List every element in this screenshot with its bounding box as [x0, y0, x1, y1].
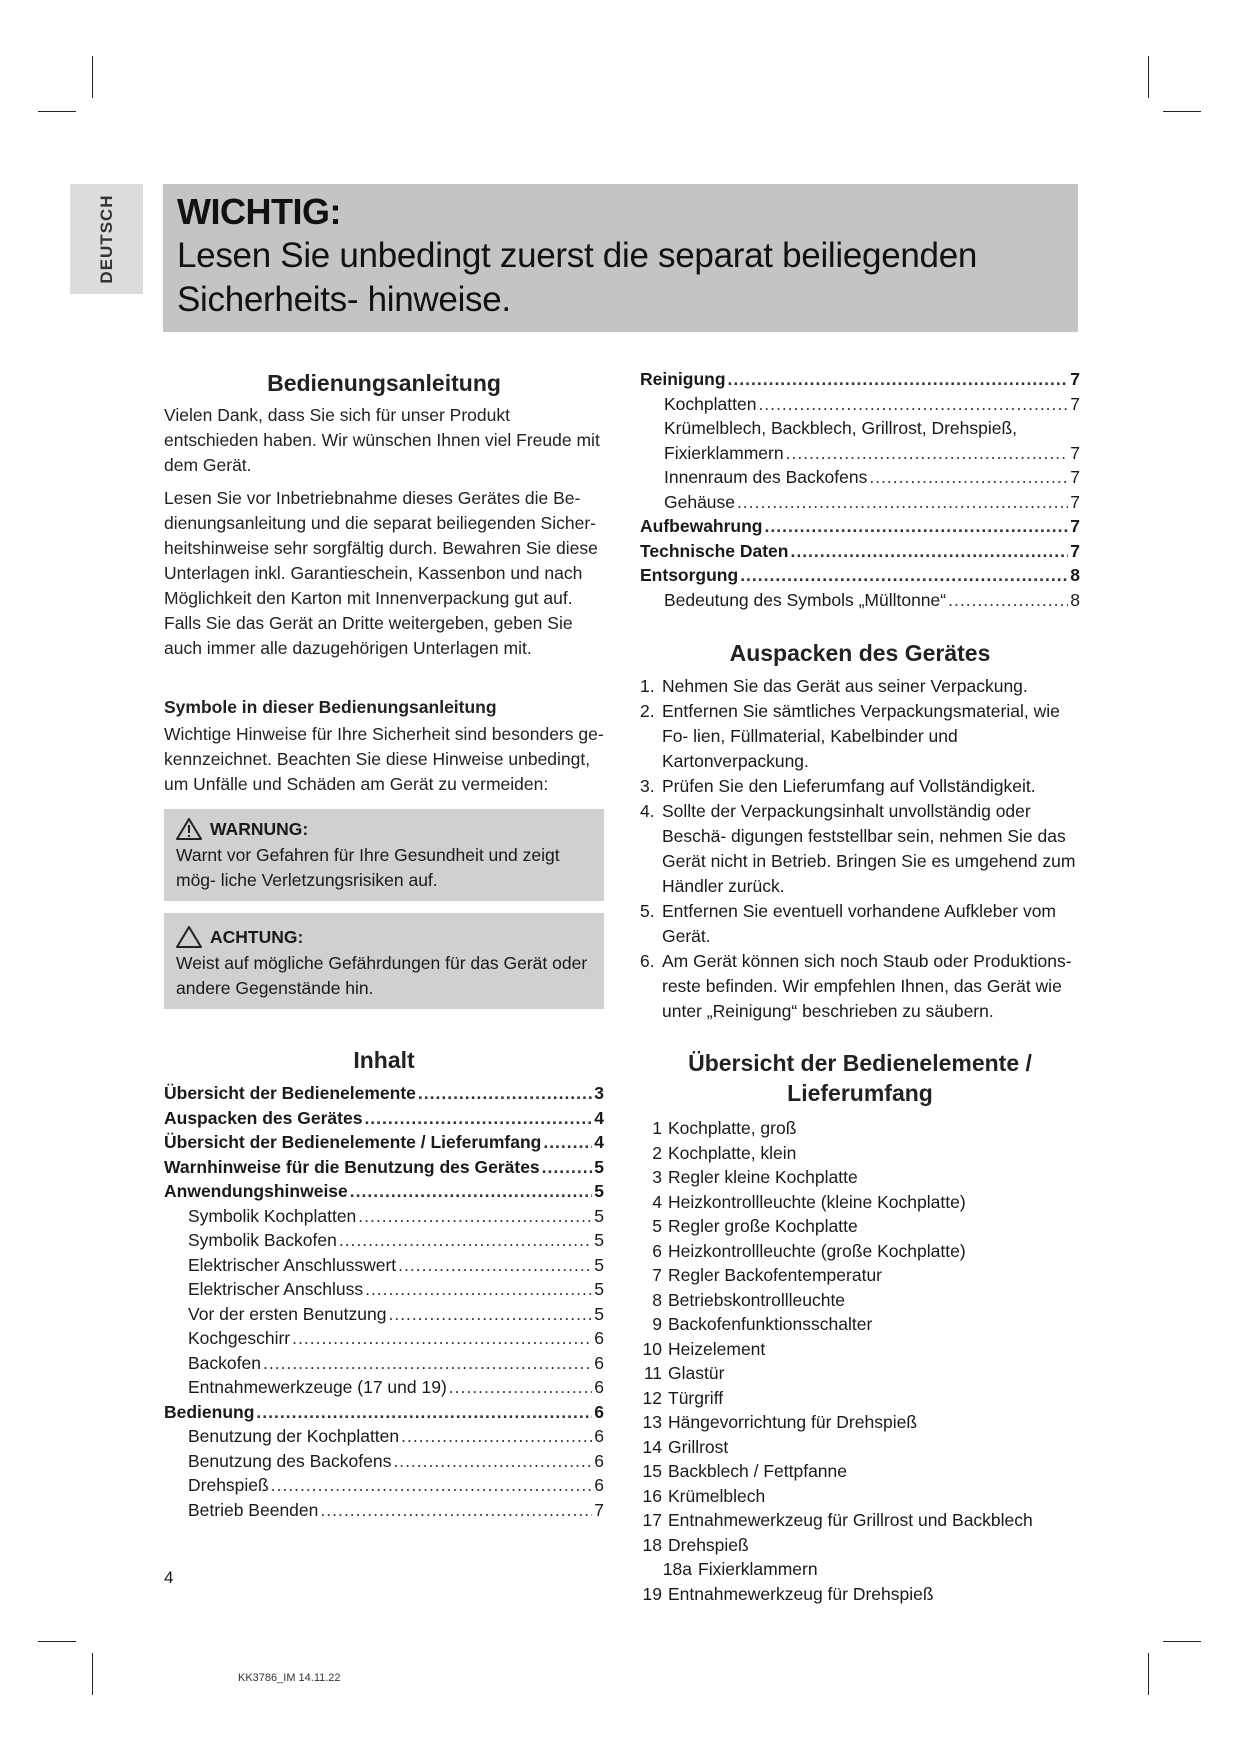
list-item: [640, 1386, 1080, 1411]
part-name: Hängevorrichtung für Drehspieß: [668, 1412, 918, 1432]
toc-entry: [164, 1204, 604, 1229]
toc-entry: [640, 392, 1080, 417]
toc-entry-title: Symbolik Kochplatten: [188, 1205, 357, 1226]
toc-entry-title: Aufbewahrung: [640, 516, 763, 536]
step-number: 4.: [640, 801, 655, 821]
toc-entry-page: 4: [594, 1132, 604, 1152]
list-item: [640, 1361, 1080, 1386]
toc-leader-dots: [398, 1253, 592, 1278]
list-item: [640, 1312, 1080, 1337]
toc-entry: [640, 367, 1080, 392]
toc-entry-title: Gehäuse: [664, 491, 736, 512]
part-name: Backofenfunktionsschalter: [668, 1314, 873, 1334]
part-number: 4: [652, 1191, 662, 1212]
part-name: Betriebskontrollleuchte: [668, 1289, 846, 1310]
part-number: 12: [642, 1387, 662, 1408]
toc-entry-page: 5: [594, 1230, 604, 1250]
step-number: 2.: [640, 701, 655, 721]
banner-text: Lesen Sie unbedingt zuerst die separat beiliegenden Sicherheits- hinweise.: [177, 236, 978, 319]
toc-entry-page: 6: [594, 1352, 604, 1373]
toc-entry: [164, 1179, 604, 1204]
list-item: [640, 1582, 1080, 1607]
toc-entry: [640, 465, 1080, 490]
footer-code: KK3786_IM 14.11.22: [238, 1672, 341, 1684]
toc-entry-page: 3: [594, 1083, 604, 1103]
warning-triangle-icon: [176, 818, 202, 840]
toc-leader-dots: [948, 588, 1068, 613]
toc-entry-title: Kochgeschirr: [188, 1328, 291, 1348]
toc-entry-page: 8: [1070, 565, 1080, 585]
toc-entry-page: 6: [594, 1426, 604, 1446]
warning-text: Warnt vor Gefahren für Ihre Gesundheit und zeigt mög- liche Verletzungsrisiken auf.: [176, 845, 560, 890]
part-name: Drehspieß: [668, 1534, 749, 1555]
list-item: [640, 1239, 1080, 1264]
toc-entry-title: Symbolik Backofen: [188, 1230, 337, 1250]
step-number: 3.: [640, 776, 655, 796]
toc-entry: [640, 539, 1080, 564]
crop-mark: [1148, 1653, 1149, 1695]
part-name: Türgriff: [668, 1387, 724, 1408]
contents-heading: Inhalt: [353, 1047, 415, 1073]
manual-paragraph-2: Lesen Sie vor Inbetriebnahme dieses Gerätes die Be- dienungsanleitung und die separat beiliegenden Sicher- heitshinweise sehr sorgfältig durch. Bewahren Sie diese Unterlagen inkl. Garantieschein, Kassenbon und nach Möglichkeit den Karton mit Innenverpackung gut auf. Falls Sie das Gerät an Dritte weitergeben, geben Sie auch immer alle dazugehörigen Unterlagen mit.: [164, 488, 598, 658]
part-number: 14: [642, 1436, 662, 1457]
toc-entry-title: Entsorgung: [640, 565, 739, 585]
part-name: Heizkontrollleuchte (große Kochplatte): [668, 1240, 966, 1261]
toc-entry-page: 7: [1070, 540, 1080, 561]
crop-mark: [38, 1641, 76, 1642]
toc-leader-dots: [256, 1400, 592, 1425]
crop-mark: [38, 111, 76, 112]
toc-leader-dots: [393, 1449, 592, 1474]
toc-entry-title: Drehspieß: [188, 1475, 269, 1495]
manual-heading: Bedienungsanleitung: [267, 370, 501, 396]
toc-entry-page: 8: [1070, 589, 1080, 610]
toc-entry-title: Übersicht der Bedienelemente: [164, 1083, 416, 1103]
list-item: [640, 1337, 1080, 1362]
toc-entry-title: Bedienung: [164, 1401, 255, 1422]
toc-leader-dots: [401, 1424, 592, 1449]
toc-entry: [164, 1302, 604, 1327]
toc-entry: [640, 416, 1080, 441]
toc-leader-dots: [449, 1375, 592, 1400]
toc-entry-title: Betrieb Beenden: [188, 1499, 319, 1520]
toc-entry: [640, 563, 1080, 588]
toc-entry: [164, 1081, 604, 1106]
caution-triangle-icon: [176, 926, 202, 948]
toc-entry: [164, 1351, 604, 1376]
step-number: 5.: [640, 901, 655, 921]
part-name: Backblech / Fettpfanne: [668, 1461, 847, 1481]
warning-label: WARNUNG:: [210, 819, 309, 839]
crop-mark: [92, 56, 93, 98]
toc-leader-dots: [263, 1351, 592, 1376]
part-number: 7: [652, 1265, 662, 1285]
toc-entry-title: Warnhinweise für die Benutzung des Gerätes: [164, 1156, 540, 1177]
part-number: 17: [642, 1510, 662, 1530]
overview-heading-line-2: Lieferumfang: [787, 1080, 933, 1106]
list-item: [640, 1288, 1080, 1313]
toc-entry-page: 7: [1070, 442, 1080, 463]
toc-leader-dots: [790, 539, 1068, 564]
part-number: 2: [652, 1142, 662, 1163]
part-name: Glastür: [668, 1363, 725, 1383]
part-number: 1: [652, 1118, 662, 1138]
language-tab: [70, 184, 143, 294]
step-number: 1.: [640, 676, 655, 696]
toc-entry-page: 7: [1070, 393, 1080, 414]
toc-entry: [164, 1155, 604, 1180]
important-banner: [163, 184, 1078, 332]
toc-leader-dots: [758, 392, 1068, 417]
page-number: 4: [164, 1568, 174, 1587]
overview-heading-line-1: Übersicht der Bedienelemente /: [688, 1050, 1032, 1076]
toc-entry-title: Anwendungshinweise: [164, 1181, 348, 1201]
toc-entry: [164, 1326, 604, 1351]
part-number: 3: [652, 1167, 662, 1187]
toc-entry-page: 6: [594, 1328, 604, 1348]
part-number: 13: [642, 1412, 662, 1432]
crop-mark: [92, 1653, 93, 1695]
toc-entry: [164, 1253, 604, 1278]
step-text: Entfernen Sie sämtliches Verpackungsmaterial, wie Fo- lien, Füllmaterial, Kabelbinder und Kartonverpackung.: [662, 701, 1060, 771]
toc-entry-title: Entnahmewerkzeuge (17 und 19): [188, 1377, 447, 1397]
step-text: Prüfen Sie den Lieferumfang auf Vollständigkeit.: [662, 776, 1036, 796]
toc-leader-dots: [292, 1326, 592, 1351]
list-item: [640, 1214, 1080, 1239]
list-item: [640, 1410, 1080, 1435]
contents-list-continued: [640, 367, 1080, 612]
list-item: [640, 1459, 1080, 1484]
part-name: Kochplatte, klein: [668, 1142, 797, 1163]
toc-entry-page: 7: [594, 1499, 604, 1520]
toc-entry-title: Vor der ersten Benutzung: [188, 1303, 387, 1324]
list-item: [640, 799, 1080, 899]
unpacking-heading: Auspacken des Gerätes: [729, 640, 991, 666]
toc-entry-title: Benutzung der Kochplatten: [188, 1426, 400, 1446]
part-name: Heizkontrollleuchte (kleine Kochplatte): [668, 1191, 966, 1212]
toc-entry: [640, 490, 1080, 515]
manual-paragraph-1: Vielen Dank, dass Sie sich für unser Produkt entschieden haben. Wir wünschen Ihnen viel Freude mit dem Gerät.: [164, 405, 600, 475]
toc-entry-page: 5: [594, 1254, 604, 1275]
list-item: [640, 949, 1080, 1024]
toc-leader-dots: [740, 563, 1068, 588]
part-number: 18: [642, 1534, 662, 1555]
part-name: Entnahmewerkzeug für Grillrost und Backblech: [668, 1510, 1033, 1530]
part-name: Regler Backofentemperatur: [668, 1265, 882, 1285]
step-text: Sollte der Verpackungsinhalt unvollständig oder Beschä- digungen feststellbar sein, nehmen Sie das Gerät nicht in Betrieb. Bringen Sie es umgehend zum Händler zurück.: [662, 801, 1076, 896]
toc-leader-dots: [388, 1302, 592, 1327]
toc-entry: [164, 1449, 604, 1474]
part-number: 5: [652, 1216, 662, 1236]
toc-entry: [164, 1106, 604, 1131]
right-column: [640, 368, 1080, 1606]
toc-entry-page: 6: [594, 1377, 604, 1397]
toc-entry: [164, 1400, 604, 1425]
toc-entry-page: 6: [594, 1450, 604, 1471]
toc-entry-title: Benutzung des Backofens: [188, 1450, 392, 1471]
part-number: 10: [642, 1338, 662, 1359]
list-item: [640, 774, 1080, 799]
toc-entry: [164, 1473, 604, 1498]
toc-entry-title: Elektrischer Anschluss: [188, 1279, 364, 1299]
toc-entry-page: 7: [1070, 491, 1080, 512]
part-name: Fixierklammern: [698, 1559, 818, 1579]
list-item: [640, 1141, 1080, 1166]
list-item: [640, 699, 1080, 774]
crop-mark: [1163, 111, 1201, 112]
part-number: 19: [642, 1583, 662, 1604]
toc-leader-dots: [320, 1498, 592, 1523]
list-item: [640, 1165, 1080, 1190]
toc-entry-title: Kochplatten: [664, 393, 757, 414]
symbols-heading: Symbole in dieser Bedienungsanleitung: [164, 697, 497, 717]
toc-entry-title: Backofen: [188, 1352, 261, 1373]
list-item: [640, 1533, 1080, 1558]
toc-entry-title: Auspacken des Gerätes: [164, 1107, 363, 1128]
part-number: 8: [652, 1289, 662, 1310]
toc-leader-dots: [358, 1204, 592, 1229]
list-item: [640, 1508, 1080, 1533]
list-item: [640, 1435, 1080, 1460]
language-tab-label: DEUTSCH: [96, 194, 116, 284]
toc-leader-dots: [765, 514, 1069, 539]
toc-leader-dots: [418, 1081, 592, 1106]
list-item: [640, 1484, 1080, 1509]
toc-entry-page: 5: [594, 1205, 604, 1226]
list-item: [640, 1263, 1080, 1288]
toc-entry: [640, 514, 1080, 539]
crop-mark: [1163, 1641, 1201, 1642]
toc-entry: [640, 588, 1080, 613]
toc-leader-dots: [786, 441, 1069, 466]
part-name: Heizelement: [668, 1338, 766, 1359]
toc-leader-dots: [350, 1179, 592, 1204]
toc-leader-dots: [364, 1106, 592, 1131]
toc-entry-title: Reinigung: [640, 369, 726, 389]
toc-leader-dots: [737, 490, 1068, 515]
part-name: Regler kleine Kochplatte: [668, 1167, 858, 1187]
contents-list: [164, 1081, 604, 1522]
toc-entry-title: Übersicht der Bedienelemente / Lieferumfang: [164, 1132, 542, 1152]
caution-label: ACHTUNG:: [210, 927, 304, 947]
part-number: 6: [652, 1240, 662, 1261]
part-name: Regler große Kochplatte: [668, 1216, 858, 1236]
toc-leader-dots: [869, 465, 1068, 490]
part-number: 11: [643, 1363, 662, 1383]
step-text: Entfernen Sie eventuell vorhandene Aufkleber vom Gerät.: [662, 901, 1057, 946]
toc-entry: [164, 1228, 604, 1253]
caution-text: Weist auf mögliche Gefährdungen für das Gerät oder andere Gegenstände hin.: [176, 953, 588, 998]
part-number: 16: [642, 1485, 662, 1506]
toc-entry-page: 4: [594, 1107, 604, 1128]
toc-leader-dots: [271, 1473, 593, 1498]
part-number: 9: [652, 1314, 662, 1334]
toc-entry: [164, 1424, 604, 1449]
toc-entry-page: 5: [594, 1303, 604, 1324]
part-name: Krümelblech: [668, 1485, 766, 1506]
toc-entry: [164, 1375, 604, 1400]
list-item: [640, 1116, 1080, 1141]
toc-entry-title: Innenraum des Backofens: [664, 467, 868, 487]
toc-entry-page: 7: [1070, 516, 1080, 536]
toc-entry: [164, 1130, 604, 1155]
list-item: [640, 1557, 1080, 1582]
toc-entry-page: 7: [1070, 467, 1080, 487]
list-item: [640, 1190, 1080, 1215]
warning-box: [164, 809, 604, 901]
toc-entry-page: 5: [594, 1181, 604, 1201]
toc-entry-title: Fixierklammern: [664, 442, 784, 463]
toc-entry-title: Bedeutung des Symbols „Mülltonne“: [664, 589, 947, 610]
step-text: Nehmen Sie das Gerät aus seiner Verpackung.: [662, 676, 1028, 696]
step-number: 6.: [640, 951, 655, 971]
unpacking-steps: [640, 674, 1080, 1024]
toc-leader-dots: [543, 1130, 592, 1155]
list-item: [640, 899, 1080, 949]
parts-list: [640, 1116, 1080, 1606]
toc-entry-page: 6: [594, 1475, 604, 1495]
toc-leader-dots: [339, 1228, 592, 1253]
list-item: [640, 674, 1080, 699]
toc-entry-page: 5: [594, 1279, 604, 1299]
toc-entry-title: Elektrischer Anschlusswert: [188, 1254, 397, 1275]
toc-entry-page: 5: [594, 1156, 604, 1177]
part-name: Grillrost: [668, 1436, 729, 1457]
symbols-text: Wichtige Hinweise für Ihre Sicherheit sind besonders ge- kennzeichnet. Beachten Sie diese Hinweise unbedingt, um Unfälle und Schäden am Gerät zu vermeiden:: [164, 724, 604, 794]
toc-leader-dots: [728, 367, 1069, 392]
banner-title: WICHTIG:: [177, 191, 341, 232]
left-column: [164, 368, 604, 1522]
toc-entry-title: Technische Daten: [640, 540, 789, 561]
toc-entry: [164, 1277, 604, 1302]
part-name: Kochplatte, groß: [668, 1118, 797, 1138]
toc-leader-dots: [542, 1155, 593, 1180]
part-name: Entnahmewerkzeug für Drehspieß: [668, 1583, 934, 1604]
toc-entry: [640, 441, 1080, 466]
part-number: 15: [642, 1461, 662, 1481]
caution-box: [164, 913, 604, 1009]
step-text: Am Gerät können sich noch Staub oder Produktions- reste befinden. Wir empfehlen Ihnen, das Gerät wie unter „Reinigung“ beschrieben zu säubern.: [662, 951, 1072, 1021]
toc-entry-page: 7: [1070, 369, 1080, 389]
toc-entry-page: 6: [594, 1401, 604, 1422]
toc-leader-dots: [365, 1277, 592, 1302]
toc-entry-title: Krümelblech, Backblech, Grillrost, Drehspieß,: [664, 418, 1018, 438]
crop-mark: [1148, 56, 1149, 98]
toc-entry: [164, 1498, 604, 1523]
part-number: 18a: [662, 1559, 692, 1579]
